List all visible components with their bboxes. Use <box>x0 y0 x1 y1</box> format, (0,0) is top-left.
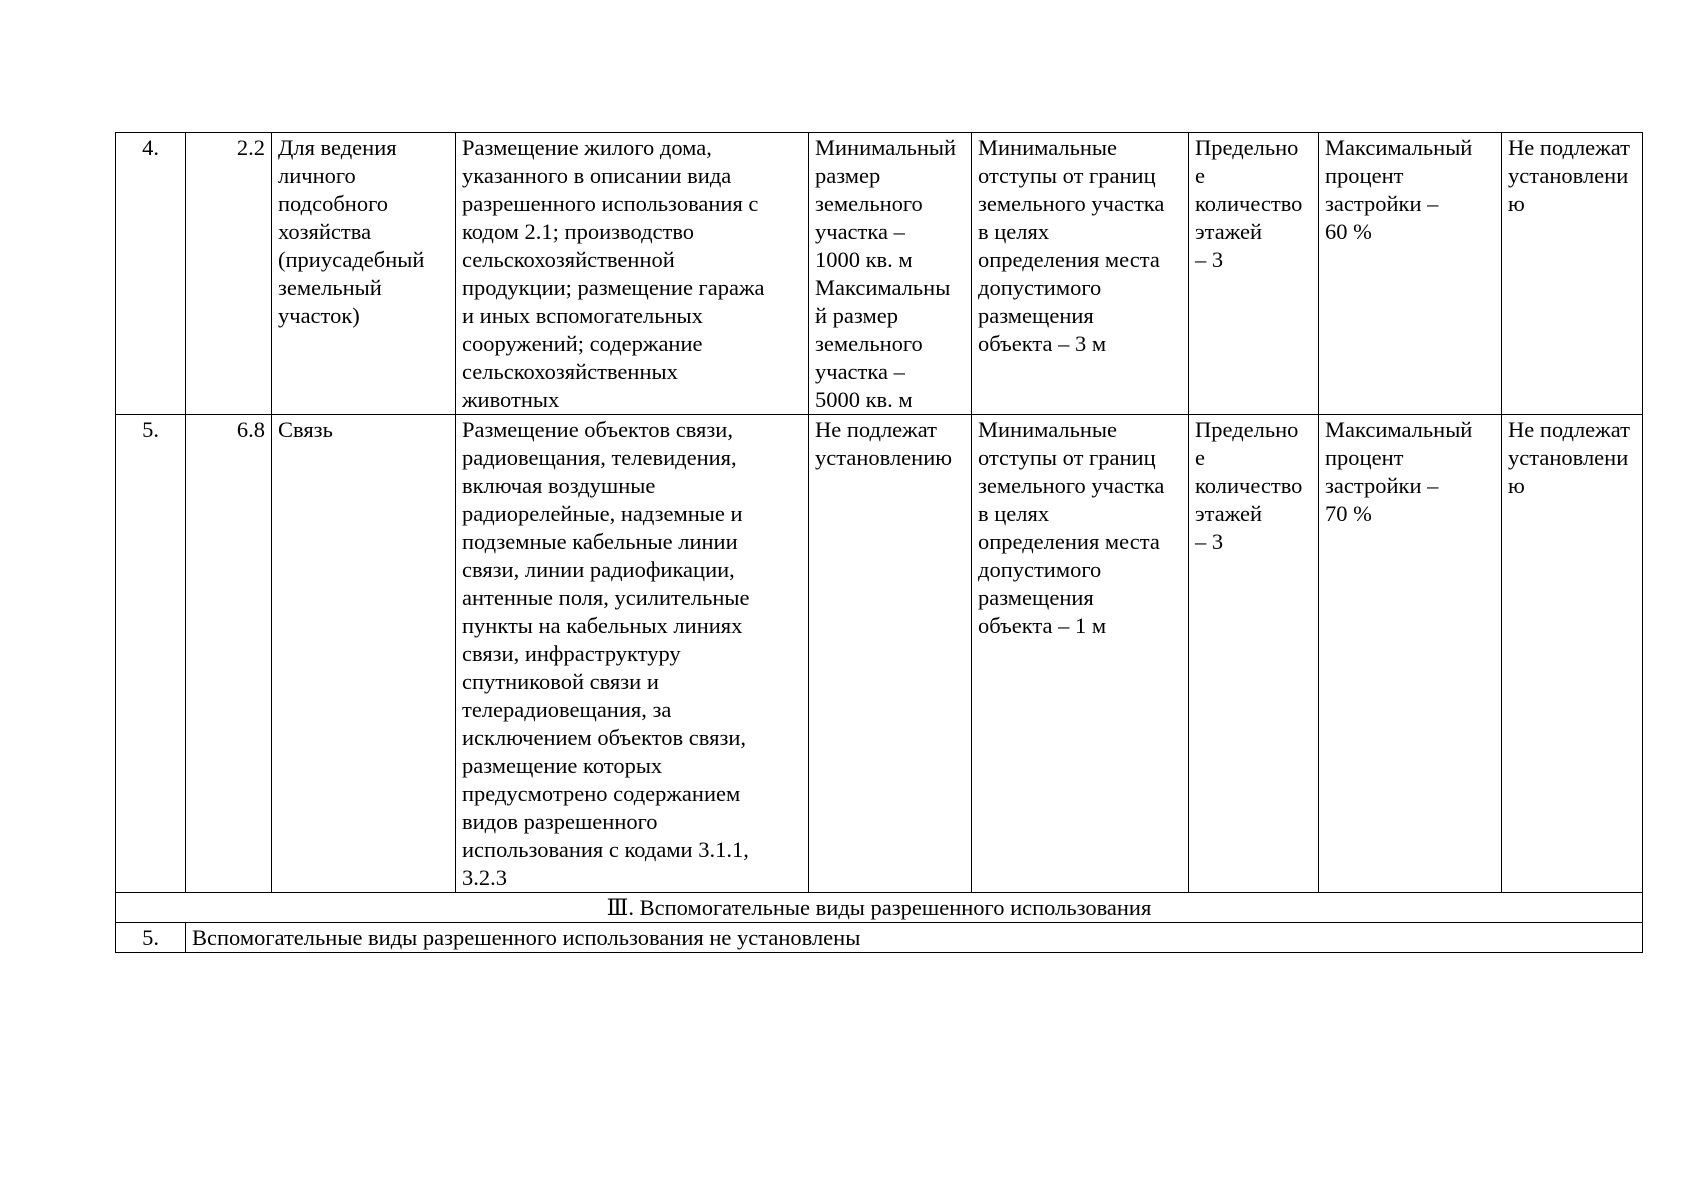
land-use-table <box>115 132 1643 953</box>
floors: Предельно е количество этажей – 3 <box>1189 133 1319 415</box>
section-header-row <box>116 893 1643 923</box>
row-number: 5. <box>116 415 186 893</box>
use-description: Размещение объектов связи, радиовещания, телевидения, включая воздушные радиорелейные, надземные и подземные кабельные линии связи, линии радиофикации, антенные поля, усилительные пункты на кабельных линиях связи, инфраструктуру спутниковой связи и телерадиовещания, за исключением объектов связи, размещение которых предусмотрено содержанием видов разрешенного использования с кодами 3.1.1, 3.2.3 <box>456 415 809 893</box>
aux-uses-text: Вспомогательные виды разрешенного использования не установлены <box>186 923 1643 953</box>
setbacks: Минимальные отступы от границ земельного участка в целях определения места допустимого размещения объекта – 1 м <box>972 415 1189 893</box>
plot-size: Не подлежат установлению <box>809 415 972 893</box>
plot-size: Минимальный размер земельного участка – 1000 кв. м Максимальны й размер земельного участка – 5000 кв. м <box>809 133 972 415</box>
table-row <box>116 133 1643 415</box>
use-code: 6.8 <box>186 415 272 893</box>
table-row <box>116 415 1643 893</box>
use-name: Для ведения личного подсобного хозяйства (приусадебный земельный участок) <box>272 133 456 415</box>
table-row <box>116 923 1643 953</box>
floors: Предельно е количество этажей – 3 <box>1189 415 1319 893</box>
use-code: 2.2 <box>186 133 272 415</box>
setbacks: Минимальные отступы от границ земельного участка в целях определения места допустимого размещения объекта – 3 м <box>972 133 1189 415</box>
other-params: Не подлежат установлени ю <box>1502 415 1643 893</box>
coverage: Максимальный процент застройки – 60 % <box>1319 133 1502 415</box>
row-number: 5. <box>116 923 186 953</box>
use-name: Связь <box>272 415 456 893</box>
use-description: Размещение жилого дома, указанного в описании вида разрешенного использования с кодом 2.1; производство сельскохозяйственной продукции; размещение гаража и иных вспомогательных сооружений; содержание сельскохозяйственных животных <box>456 133 809 415</box>
row-number: 4. <box>116 133 186 415</box>
coverage: Максимальный процент застройки – 70 % <box>1319 415 1502 893</box>
section-title: Ⅲ. Вспомогательные виды разрешенного использования <box>116 893 1643 923</box>
other-params: Не подлежат установлени ю <box>1502 133 1643 415</box>
